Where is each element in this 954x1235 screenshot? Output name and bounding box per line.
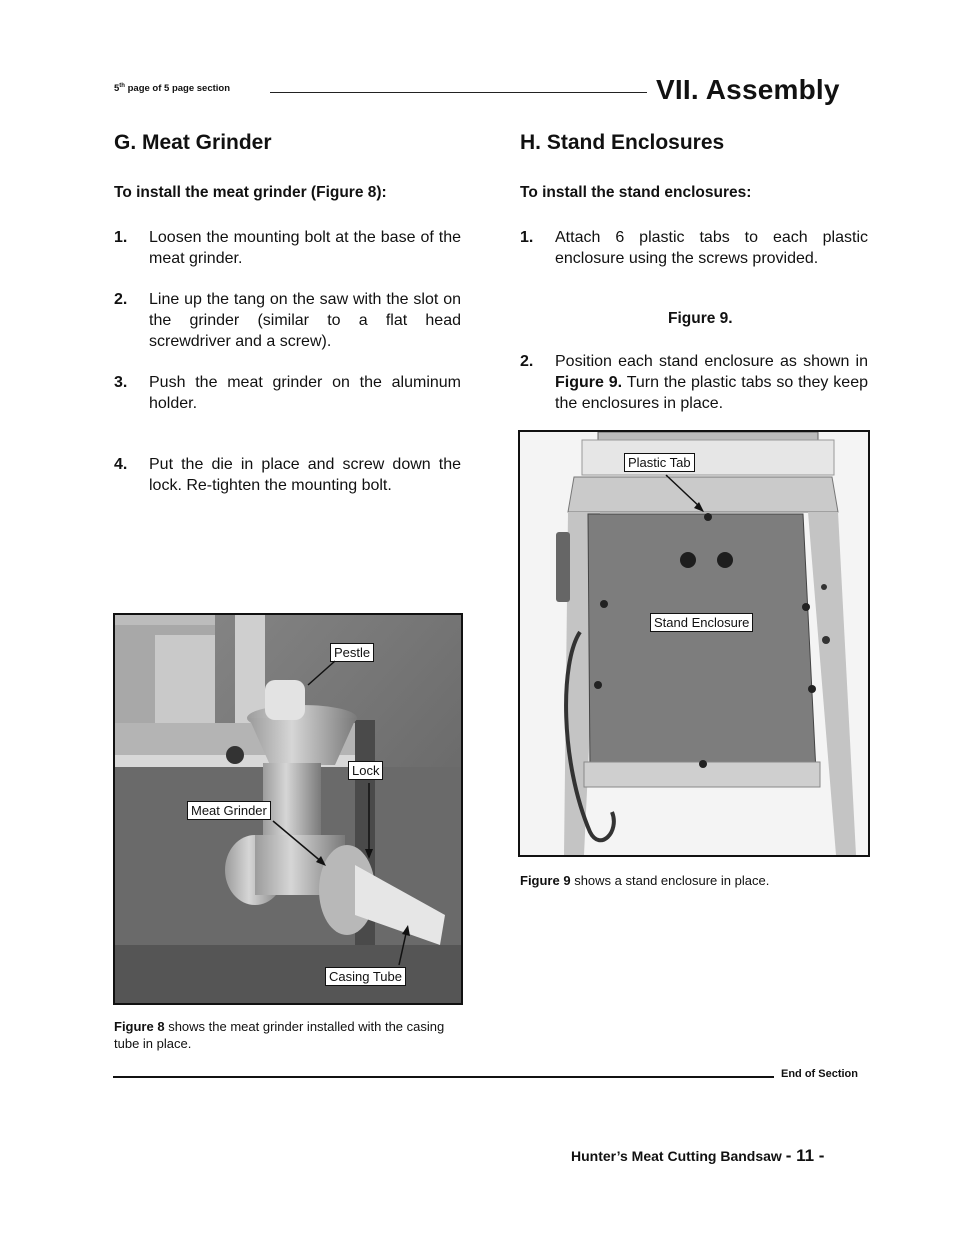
page-footer bbox=[571, 1146, 824, 1166]
step-text: Put the die in place and screw down the lock. Re-tighten the mounting bolt. bbox=[149, 456, 461, 494]
footer-title: Hunter’s Meat Cutting Bandsaw bbox=[571, 1148, 782, 1164]
enclosure-step-1 bbox=[520, 227, 868, 271]
stand-enclosure-callout: Stand Enclosure bbox=[650, 613, 753, 632]
stand-enclosures-heading: H. Stand Enclosures bbox=[520, 131, 725, 154]
step-number: 2. bbox=[114, 291, 128, 308]
meat-grinder-heading: G. Meat Grinder bbox=[114, 131, 272, 154]
section-text: page of 5 page section bbox=[124, 83, 231, 95]
section-indicator bbox=[114, 83, 230, 94]
figure-9-caption bbox=[520, 872, 870, 889]
section-suffix: th bbox=[119, 83, 125, 89]
step-text-pre: Position each stand enclosure as shown in bbox=[555, 353, 868, 370]
lock-callout: Lock bbox=[348, 761, 383, 780]
end-rule bbox=[113, 1076, 774, 1078]
stand-enclosures-lead: To install the stand enclosures: bbox=[520, 184, 752, 201]
plastic-tab-callout: Plastic Tab bbox=[624, 453, 695, 472]
grinder-step-4 bbox=[114, 454, 461, 498]
step-text bbox=[555, 351, 868, 414]
enclosure-step-2 bbox=[520, 351, 868, 415]
figure-8-caption-text: shows the meat grinder installed with the casing tube in place. bbox=[114, 1019, 445, 1051]
grinder-step-1 bbox=[114, 227, 461, 271]
figure-9-ref: Figure 9 bbox=[520, 873, 571, 888]
figure-9-inline-ref: Figure 9. bbox=[555, 374, 623, 391]
grinder-step-2 bbox=[114, 289, 461, 353]
step-text: Loosen the mounting bolt at the base of the meat grinder. bbox=[149, 229, 461, 267]
figure-9-leader-lines bbox=[518, 430, 870, 857]
step-number: 4. bbox=[114, 456, 128, 473]
grinder-step-3 bbox=[114, 372, 461, 416]
section-number: 5 bbox=[114, 83, 120, 95]
meat-grinder-lead: To install the meat grinder (Figure 8): bbox=[114, 184, 387, 201]
pestle-callout: Pestle bbox=[330, 643, 374, 662]
step-text-post: Turn the plastic tabs so they keep the enclosures in place. bbox=[555, 374, 868, 412]
end-of-section: End of Section bbox=[781, 1068, 858, 1080]
step-number: 1. bbox=[520, 229, 534, 246]
step-number: 1. bbox=[114, 229, 128, 246]
figure-9-caption-text: shows a stand enclosure in place. bbox=[570, 873, 770, 888]
step-number: 2. bbox=[520, 353, 534, 370]
page-number: - 11 - bbox=[785, 1146, 825, 1165]
step-number: 3. bbox=[114, 374, 128, 391]
step-text: Attach 6 plastic tabs to each plastic enclosure using the screws provided. bbox=[555, 229, 868, 267]
casing-tube-callout: Casing Tube bbox=[325, 967, 406, 986]
figure-8-leader-lines bbox=[113, 613, 463, 1005]
chapter-title: VII. Assembly bbox=[656, 74, 840, 105]
step-text: Push the meat grinder on the aluminum holder. bbox=[149, 374, 461, 412]
step-text: Line up the tang on the saw with the slot on the grinder (similar to a flat head screwdriver and a screw). bbox=[149, 291, 461, 350]
figure-8-caption bbox=[114, 1018, 464, 1052]
figure-8-ref: Figure 8 bbox=[114, 1019, 165, 1034]
header-rule bbox=[270, 92, 647, 93]
meat-grinder-callout: Meat Grinder bbox=[187, 801, 271, 820]
figure-9-label: Figure 9. bbox=[668, 310, 733, 327]
